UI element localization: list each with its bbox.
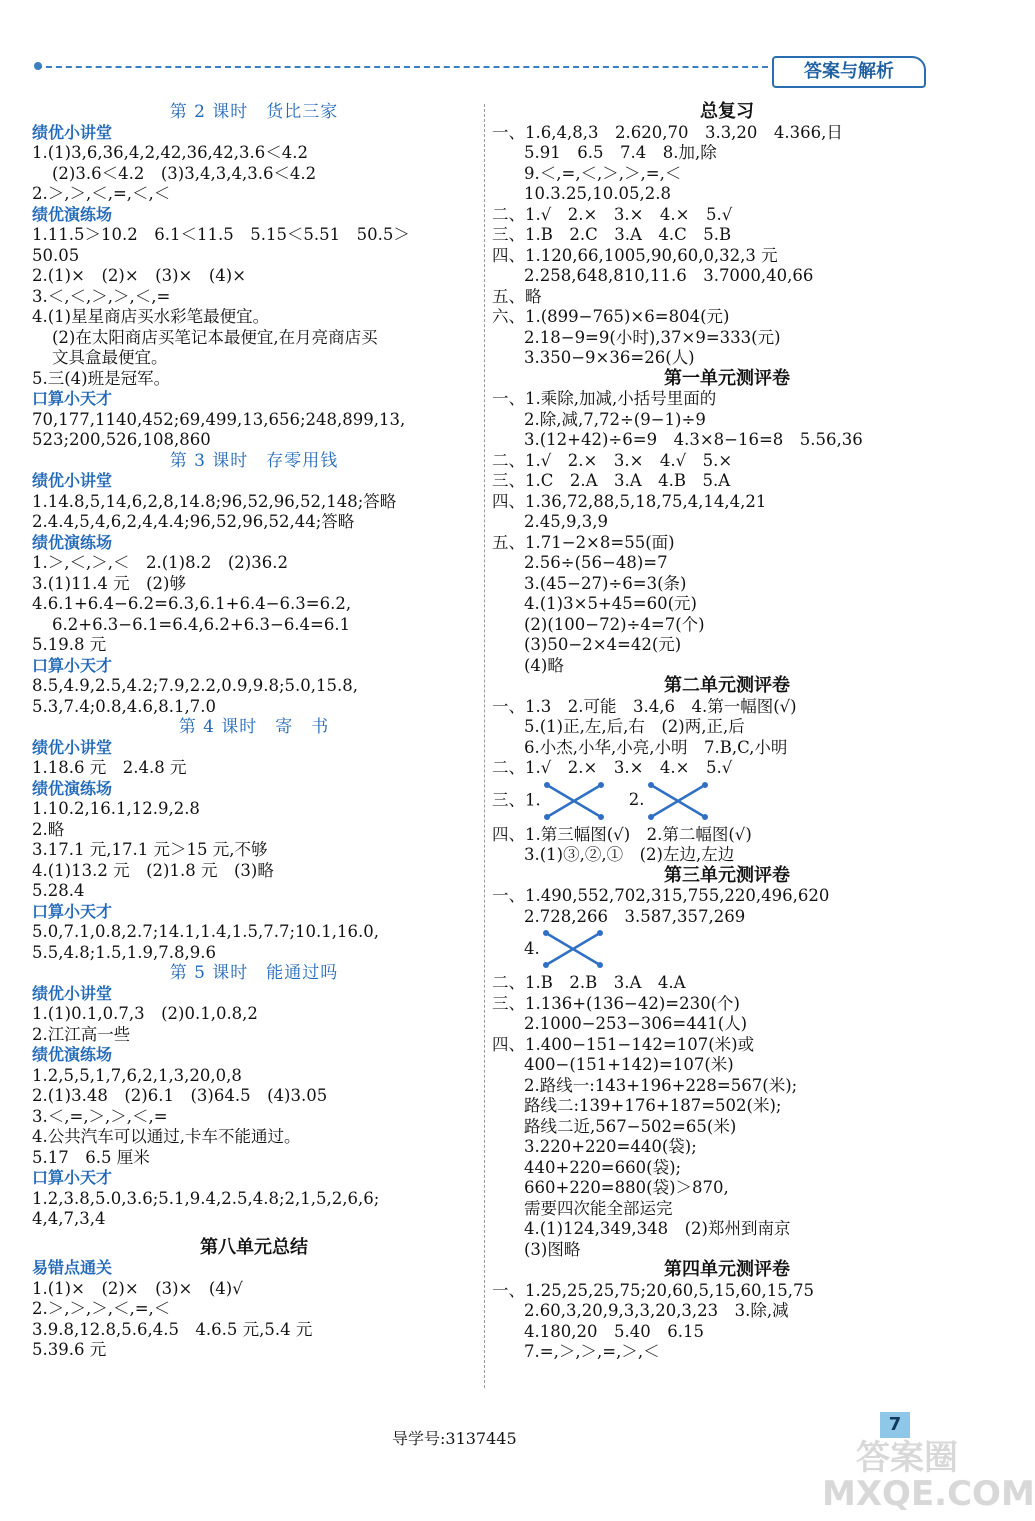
section-subtitle: 口算小天才 bbox=[32, 389, 113, 408]
answer-line: (2)(100−72)÷4=7(个) bbox=[524, 614, 705, 634]
cross-dot bbox=[648, 782, 654, 788]
matching-label: 2. bbox=[628, 790, 645, 809]
answer-line: 1.2,5,5,1,7,6,2,1,3,20,0,8 bbox=[32, 1065, 242, 1085]
answer-line: 5.三(4)班是冠军。 bbox=[32, 368, 171, 388]
cross-dot bbox=[648, 814, 654, 820]
matching-lines-icon bbox=[540, 927, 606, 971]
answer-line: 路线二近,567−502=65(米) bbox=[524, 1116, 737, 1136]
section-subtitle: 绩优演练场 bbox=[32, 532, 113, 552]
lesson-title: 第 4 课时 寄 书 bbox=[178, 717, 330, 737]
section-heading: 第八单元总结 bbox=[200, 1236, 308, 1258]
section-subtitle: 绩优小讲堂 bbox=[32, 737, 113, 757]
answer-line: 1.2,3.8,5.0,3.6;5.1,9.4,2.5,4.8;2,1,5,2,6,6; bbox=[32, 1188, 380, 1208]
answer-line: 二、1.√ 2.× 3.× 4.× 5.√ bbox=[492, 758, 733, 777]
answer-line: 三、1.136+(136−42)=230(个) bbox=[492, 993, 740, 1013]
answer-line: (4)略 bbox=[524, 655, 564, 675]
answer-line: 五、1.71−2×8=55(面) bbox=[492, 532, 675, 552]
answer-line: 4.公共汽车可以通过,卡车不能通过。 bbox=[32, 1127, 301, 1146]
section-subtitle: 口算小天才 bbox=[32, 901, 113, 921]
cross-dot bbox=[544, 814, 550, 820]
answer-line: 1.11.5＞10.2 6.1＜11.5 5.15＜5.51 50.5＞ bbox=[32, 225, 410, 244]
section-heading: 第一单元测评卷 bbox=[664, 367, 790, 389]
lesson-title: 第 3 课时 存零用钱 bbox=[169, 450, 339, 471]
cross-dot bbox=[543, 930, 549, 936]
answer-line: 一、1.490,552,702,315,755,220,496,620 bbox=[492, 886, 830, 905]
answer-line: 400−(151+142)=107(米) bbox=[524, 1055, 734, 1074]
answer-line: 5.17 6.5 厘米 bbox=[32, 1147, 150, 1167]
lesson-title: 第 2 课时 货比三家 bbox=[169, 102, 339, 122]
answer-line: 5.28.4 bbox=[32, 881, 85, 900]
answer-line: 需要四次能全部运完 bbox=[524, 1198, 673, 1218]
section-subtitle: 口算小天才 bbox=[32, 1168, 113, 1187]
answer-line: 3.＜,＜,＞,＞,＜,= bbox=[32, 286, 171, 306]
answer-line: 3.(1)③,②,① (2)左边,左边 bbox=[524, 845, 735, 864]
answer-line: 二、1.√ 2.× 3.× 4.× 5.√ bbox=[492, 204, 733, 224]
answer-badge: 答案与解析 bbox=[772, 56, 926, 88]
answer-line: 2.＞,＞,＜,=,＜,＜ bbox=[32, 184, 171, 203]
matching-label: 4. bbox=[524, 938, 540, 958]
answer-line: 2.除,减,7,72÷(9−1)÷9 bbox=[524, 409, 706, 429]
answer-line: 2.略 bbox=[32, 819, 65, 839]
answer-line: 2.56÷(56−48)=7 bbox=[524, 553, 668, 572]
answer-line: 5.3,7.4;0.8,4.6,8.1,7.0 bbox=[32, 696, 216, 716]
lesson-title: 第 5 课时 能通过吗 bbox=[169, 963, 339, 983]
answer-line: 路线二:139+176+187=502(米); bbox=[524, 1096, 782, 1115]
answer-line: 1.14.8,5,14,6,2,8,14.8;96,52,96,52,148;答略 bbox=[32, 491, 397, 511]
answer-line: 3.＜,=,＞,＞,＜,= bbox=[32, 1106, 168, 1126]
right-column bbox=[492, 102, 962, 1363]
cross-dot bbox=[702, 782, 708, 788]
answer-line: 四、1.400−151−142=107(米)或 bbox=[492, 1034, 755, 1054]
answer-line: 4.(1)13.2 元 (2)1.8 元 (3)略 bbox=[32, 860, 274, 880]
answer-line: 3.17.1 元,17.1 元＞15 元,不够 bbox=[32, 840, 268, 859]
answer-line: 2.258,648,810,11.6 3.7000,40,66 bbox=[524, 266, 814, 285]
answer-line: 5.0,7.1,0.8,2.7;14.1,1.4,1.5,7.7;10.1,16.0, bbox=[32, 922, 379, 941]
cross-dot bbox=[598, 814, 604, 820]
answer-line: 3.9.8,12.8,5.6,4.5 4.6.5 元,5.4 元 bbox=[32, 1319, 313, 1339]
answer-line: 2.60,3,20,9,3,3,20,3,23 3.除,减 bbox=[524, 1301, 789, 1320]
answer-line: 2.45,9,3,9 bbox=[524, 512, 608, 531]
answer-line: 文具盒最便宜。 bbox=[52, 348, 168, 367]
answer-line: (2)在太阳商店买笔记本最便宜,在月亮商店买 bbox=[52, 327, 378, 347]
answer-line: 二、1.√ 2.× 3.× 4.√ 5.× bbox=[492, 450, 733, 470]
section-subtitle: 绩优小讲堂 bbox=[32, 471, 113, 490]
answer-line: 2.1000−253−306=441(人) bbox=[524, 1014, 748, 1033]
answer-line: 2.＞,＞,＞,＜,=,＜ bbox=[32, 1299, 171, 1318]
answer-line: 一、1.6,4,8,3 2.620,70 3.3,20 4.366,日 bbox=[492, 122, 843, 142]
answer-line: 1.18.6 元 2.4.8 元 bbox=[32, 758, 187, 777]
section-subtitle: 口算小天才 bbox=[32, 655, 113, 675]
cross-dot bbox=[544, 782, 550, 788]
answer-line: 三、1.C 2.A 3.A 4.B 5.A bbox=[492, 471, 731, 490]
section-heading: 总复习 bbox=[700, 101, 754, 122]
answer-line: 二、1.B 2.B 3.A 4.A bbox=[492, 973, 686, 992]
cross-dot bbox=[702, 814, 708, 820]
answer-line: 2.(1)3.48 (2)6.1 (3)64.5 (4)3.05 bbox=[32, 1086, 328, 1105]
matching-label: 三、1. bbox=[492, 790, 541, 809]
answer-line: 1.(1)0.1,0.7,3 (2)0.1,0.8,2 bbox=[32, 1004, 258, 1023]
answer-line: 50.05 bbox=[32, 245, 80, 265]
answer-line: 1.＞,＜,＞,＜ 2.(1)8.2 (2)36.2 bbox=[32, 553, 288, 572]
answer-line: 五、略 bbox=[492, 286, 542, 306]
cross-dot bbox=[597, 930, 603, 936]
answer-line: 四、1.36,72,88,5,18,75,4,14,4,21 bbox=[492, 491, 767, 511]
answer-line: 一、1.25,25,25,75;20,60,5,15,60,15,75 bbox=[492, 1280, 814, 1300]
answer-line: 4.6.1+6.4−6.2=6.3,6.1+6.4−6.3=6.2, bbox=[32, 594, 352, 613]
answer-line: 6.2+6.3−6.1=6.4,6.2+6.3−6.4=6.1 bbox=[52, 614, 351, 634]
answer-line: 四、1.120,66,1005,90,60,0,32,3 元 bbox=[492, 245, 778, 265]
answer-line: 一、1.乘除,加减,小括号里面的 bbox=[492, 389, 717, 408]
cross-dot bbox=[543, 962, 549, 968]
answer-line: 5.(1)正,左,后,右 (2)两,正,后 bbox=[524, 717, 745, 736]
answer-line: 3.(12+42)÷6=9 4.3×8−16=8 5.56,36 bbox=[524, 430, 863, 449]
answer-line: 2.江江高一些 bbox=[32, 1024, 131, 1044]
answer-line: 660+220=880(袋)＞870, bbox=[524, 1178, 729, 1197]
answer-line: 2.4.4,5,4,6,2,4,4.4;96,52,96,52,44;答略 bbox=[32, 512, 355, 531]
section-subtitle: 绩优演练场 bbox=[32, 778, 113, 798]
answer-line: 2.728,266 3.587,357,269 bbox=[524, 906, 746, 926]
section-subtitle: 绩优演练场 bbox=[32, 1045, 113, 1064]
section-subtitle: 绩优小讲堂 bbox=[32, 122, 113, 142]
answer-line: 7.=,＞,＞,=,＞,＜ bbox=[524, 1342, 660, 1361]
answer-line: 6.小杰,小华,小亮,小明 7.B,C,小明 bbox=[524, 737, 788, 757]
answer-line: 六、1.(899−765)×6=804(元) bbox=[492, 307, 730, 326]
answer-line: 3.220+220=440(袋); bbox=[524, 1137, 697, 1156]
answer-line: 9.＜,=,＜,＞,＞,=,＜ bbox=[524, 163, 682, 183]
answer-line: 三、1.B 2.C 3.A 4.C 5.B bbox=[492, 225, 732, 244]
column-divider bbox=[484, 104, 485, 1388]
answer-line: 5.39.6 元 bbox=[32, 1340, 107, 1359]
answer-line: 4,4,7,3,4 bbox=[32, 1209, 106, 1228]
matching-lines-icon bbox=[645, 779, 711, 823]
answer-line: 5.91 6.5 7.4 8.加,除 bbox=[524, 143, 717, 162]
answer-line: 2.(1)× (2)× (3)× (4)× bbox=[32, 266, 247, 285]
cross-dot bbox=[597, 962, 603, 968]
page-number: 7 bbox=[880, 1412, 910, 1438]
cross-dot bbox=[598, 782, 604, 788]
watermark: 答案圈 MXQE.COM bbox=[822, 1438, 1035, 1514]
section-heading: 第三单元测评卷 bbox=[664, 864, 790, 886]
answer-line: (3)图略 bbox=[524, 1239, 581, 1259]
answer-line: 一、1.3 2.可能 3.4,6 4.第一幅图(√) bbox=[492, 696, 797, 716]
answer-line: 3.(1)11.4 元 (2)够 bbox=[32, 573, 186, 593]
matching-answer bbox=[492, 779, 962, 825]
answer-line: 5.5,4.8;1.5,1.9,7.8,9.6 bbox=[32, 942, 216, 962]
answer-line: 4.(1)124,349,348 (2)郑州到南京 bbox=[524, 1219, 791, 1238]
answer-line: 4.(1)3×5+45=60(元) bbox=[524, 594, 697, 613]
answer-line: 3.350−9×36=26(人) bbox=[524, 348, 695, 367]
answer-line: 3.(45−27)÷6=3(条) bbox=[524, 573, 687, 593]
answer-line: 4.180,20 5.40 6.15 bbox=[524, 1321, 704, 1341]
section-subtitle: 绩优演练场 bbox=[32, 204, 113, 224]
section-subtitle: 绩优小讲堂 bbox=[32, 983, 113, 1003]
answer-line: 1.(1)3,6,36,4,2,42,36,42,3.6＜4.2 bbox=[32, 143, 309, 162]
answer-line: 1.10.2,16.1,12.9,2.8 bbox=[32, 799, 200, 818]
answer-line: 10.3.25,10.05,2.8 bbox=[524, 184, 671, 203]
section-subtitle: 易错点通关 bbox=[32, 1258, 113, 1277]
guide-number: 导学号:3137445 bbox=[392, 1429, 517, 1448]
answer-line: 523;200,526,108,860 bbox=[32, 430, 211, 449]
header-rule bbox=[36, 66, 778, 68]
answer-line: (3)50−2×4=42(元) bbox=[524, 635, 682, 654]
answer-line: 四、1.第三幅图(√) 2.第二幅图(√) bbox=[492, 824, 752, 844]
answer-line: 70,177,1140,452;69,499,13,656;248,899,13, bbox=[32, 409, 406, 429]
section-heading: 第二单元测评卷 bbox=[664, 675, 790, 696]
answer-line: 5.19.8 元 bbox=[32, 635, 107, 654]
answer-line: 2.18−9=9(小时),37×9=333(元) bbox=[524, 327, 781, 347]
left-column bbox=[32, 102, 476, 1361]
answer-line: 4.(1)星星商店买水彩笔最便宜。 bbox=[32, 307, 270, 326]
answer-line: 440+220=660(袋); bbox=[524, 1157, 682, 1177]
answer-line: 8.5,4.9,2.5,4.2;7.9,2.2,0.9,9.8;5.0,15.8, bbox=[32, 676, 358, 695]
answer-line: (2)3.6＜4.2 (3)3,4,3,4,3.6＜4.2 bbox=[52, 163, 317, 183]
answer-line: 2.路线一:143+196+228=567(米); bbox=[524, 1075, 798, 1095]
matching-lines-icon bbox=[541, 779, 607, 823]
answer-line: 1.(1)× (2)× (3)× (4)√ bbox=[32, 1278, 243, 1298]
matching-answer bbox=[492, 927, 962, 973]
section-heading: 第四单元测评卷 bbox=[664, 1259, 790, 1280]
